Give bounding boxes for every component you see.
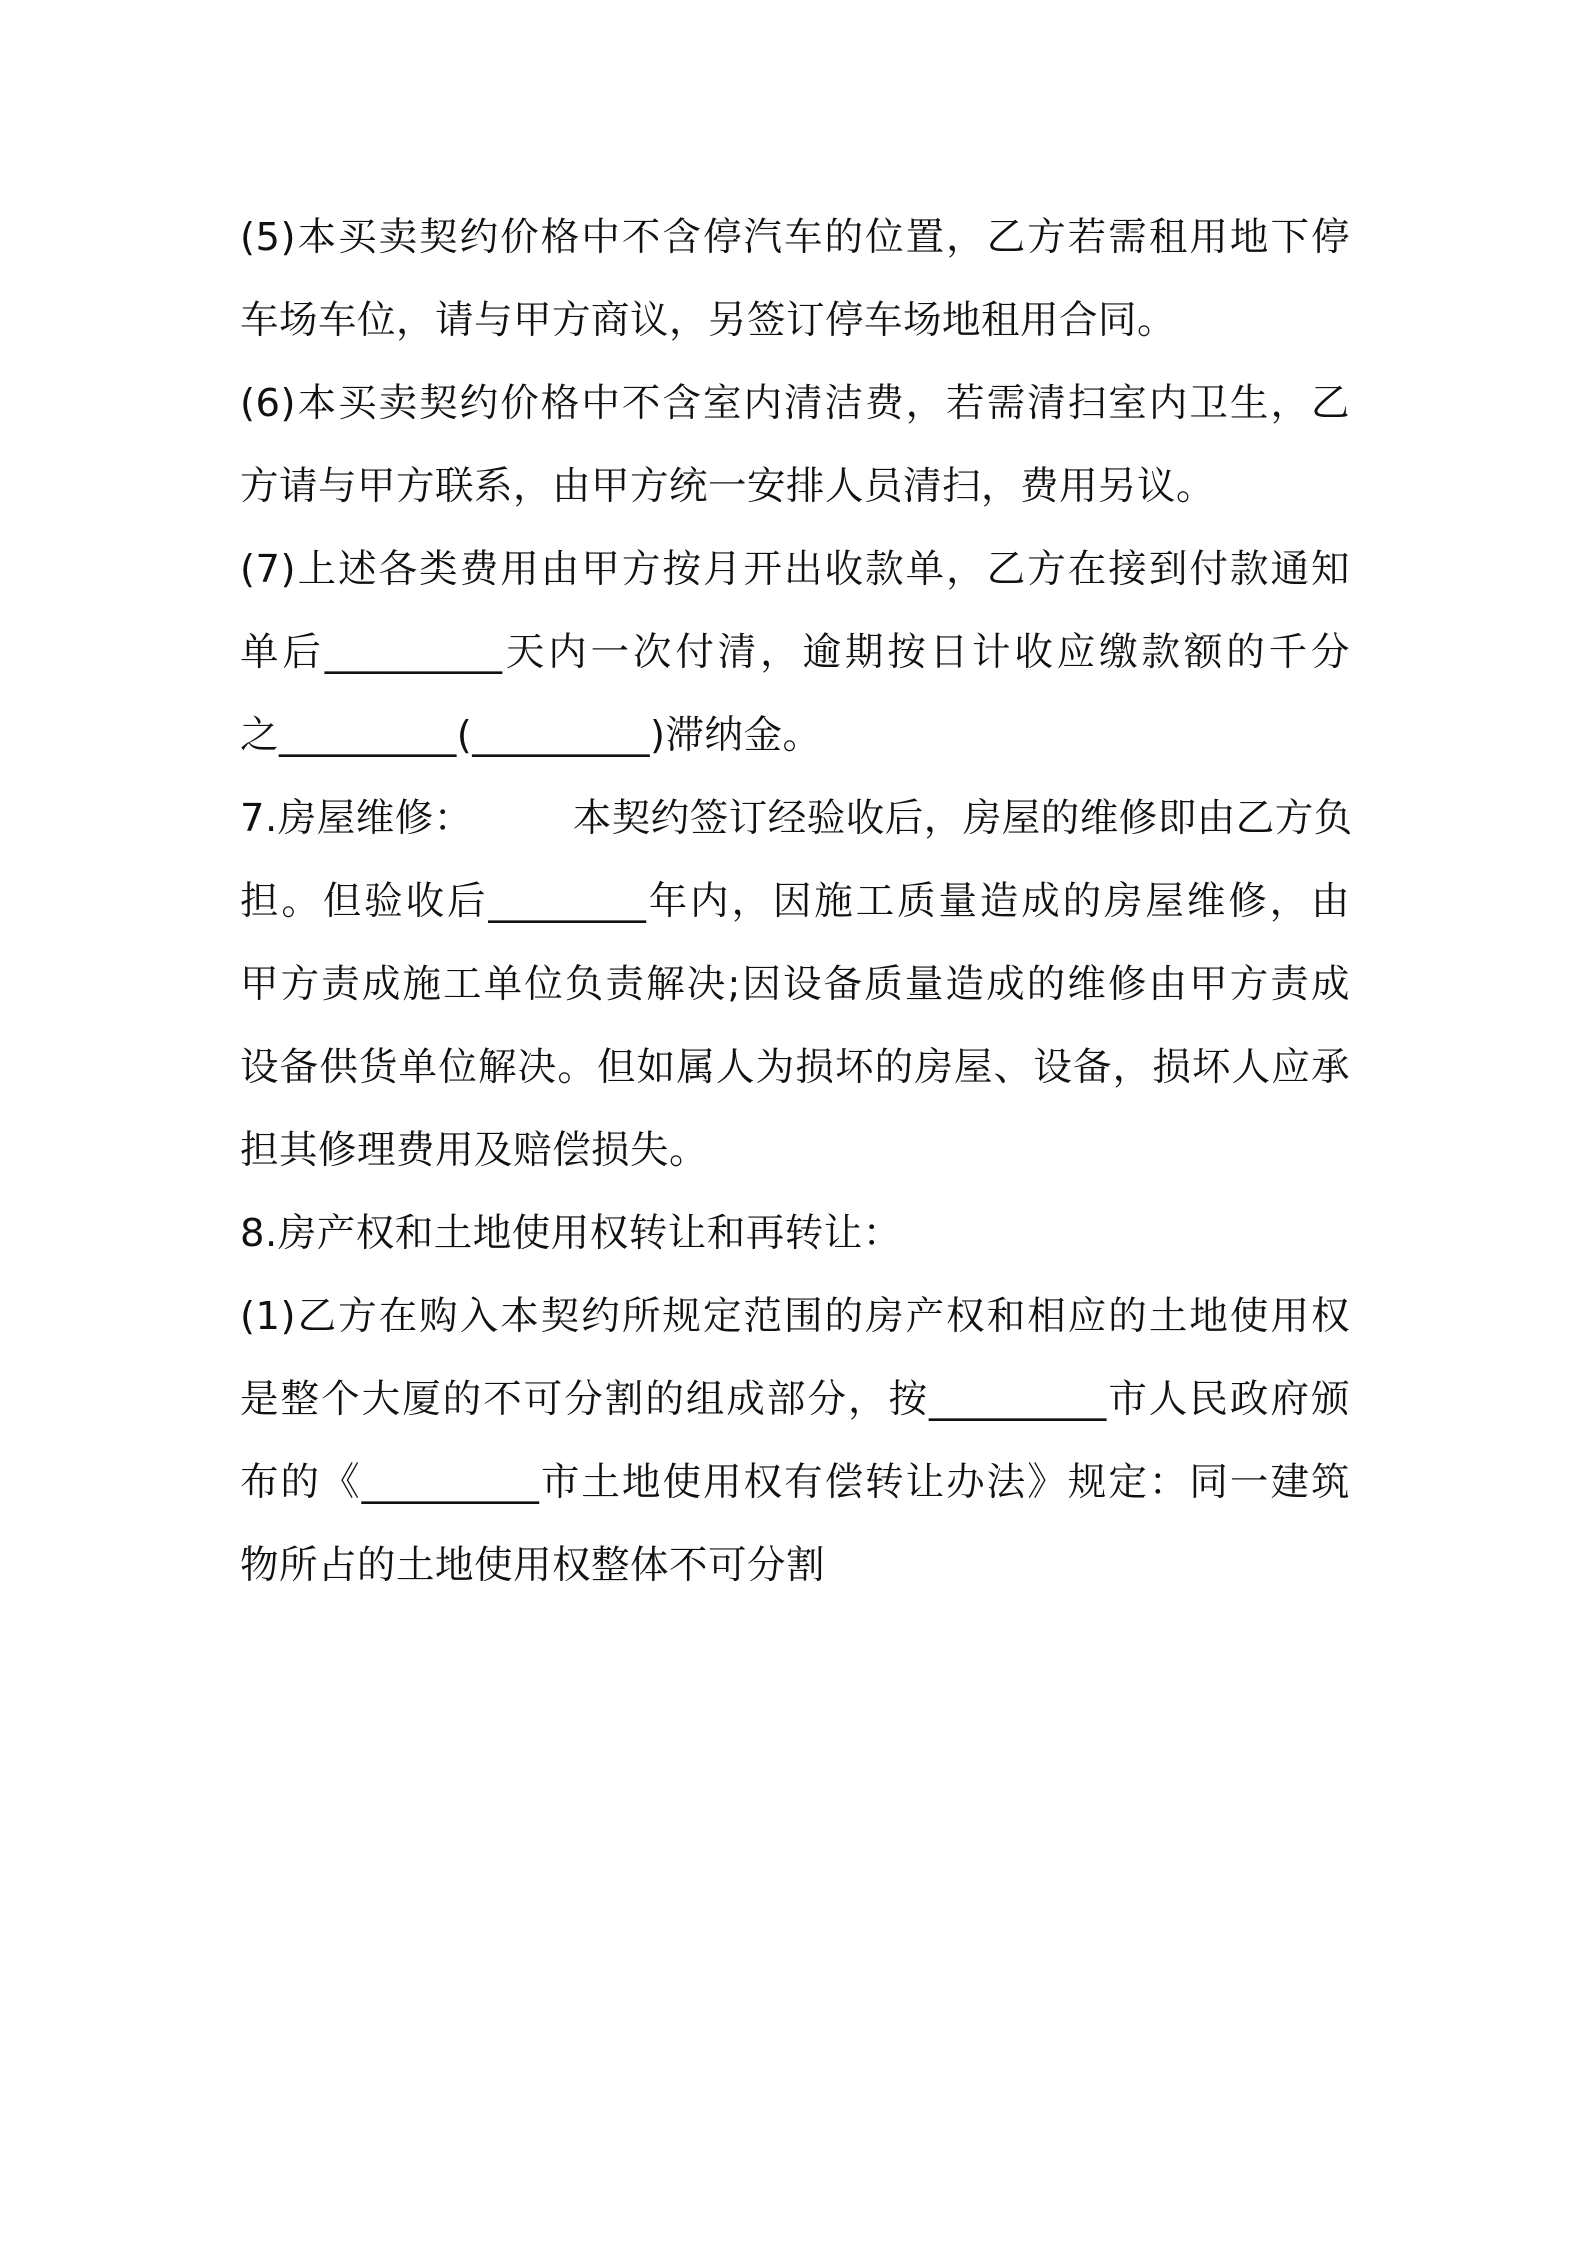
text-line: 担。但验收后________年内，因施工质量造成的房屋维修，由 — [240, 879, 1350, 924]
section-8-heading: 8.房产权和土地使用权转让和再转让： — [240, 1211, 902, 1256]
text-line: (6)本买卖契约价格中不含室内清洁费，若需清扫室内卫生，乙 — [240, 381, 1350, 426]
text-line: 物所占的土地使用权整体不可分割 — [240, 1543, 826, 1588]
text-line: 单后_________天内一次付清，逾期按日计收应缴款额的千分 — [240, 630, 1350, 675]
section-8-paragraph — [240, 1192, 1350, 1275]
clause-8-1-paragraph — [240, 1275, 1350, 1607]
document-body — [240, 196, 1353, 1607]
text-line: 之_________(_________)滞纳金。 — [240, 713, 822, 758]
clause-7-paragraph — [240, 528, 1350, 777]
text-line: 是整个大厦的不可分割的组成部分，按_________市人民政府颁 — [240, 1377, 1350, 1422]
clause-5-paragraph — [240, 196, 1350, 362]
text-line: (7)上述各类费用由甲方按月开出收款单，乙方在接到付款通知 — [240, 547, 1350, 592]
section-7-heading: 7.房屋维修： — [240, 796, 473, 841]
clause-6-paragraph — [240, 362, 1350, 528]
text-line: 车场车位，请与甲方商议，另签订停车场地租用合同。 — [240, 298, 1177, 343]
text-line — [240, 777, 1353, 860]
section-7-paragraph — [240, 777, 1353, 1192]
text-line: 布的《_________市土地使用权有偿转让办法》规定：同一建筑 — [240, 1460, 1350, 1505]
section-7-intro: 本契约签订经验收后，房屋的维修即由乙方负 — [572, 796, 1353, 841]
text-line: 甲方责成施工单位负责解决;因设备质量造成的维修由甲方责成 — [240, 962, 1350, 1007]
text-line: 方请与甲方联系，由甲方统一安排人员清扫，费用另议。 — [240, 464, 1216, 509]
text-line: 担其修理费用及赔偿损失。 — [240, 1128, 709, 1173]
text-line: 设备供货单位解决。但如属人为损坏的房屋、设备，损坏人应承 — [240, 1045, 1350, 1090]
text-line: (5)本买卖契约价格中不含停汽车的位置，乙方若需租用地下停 — [240, 215, 1350, 260]
text-line: (1)乙方在购入本契约所规定范围的房产权和相应的土地使用权 — [240, 1294, 1350, 1339]
